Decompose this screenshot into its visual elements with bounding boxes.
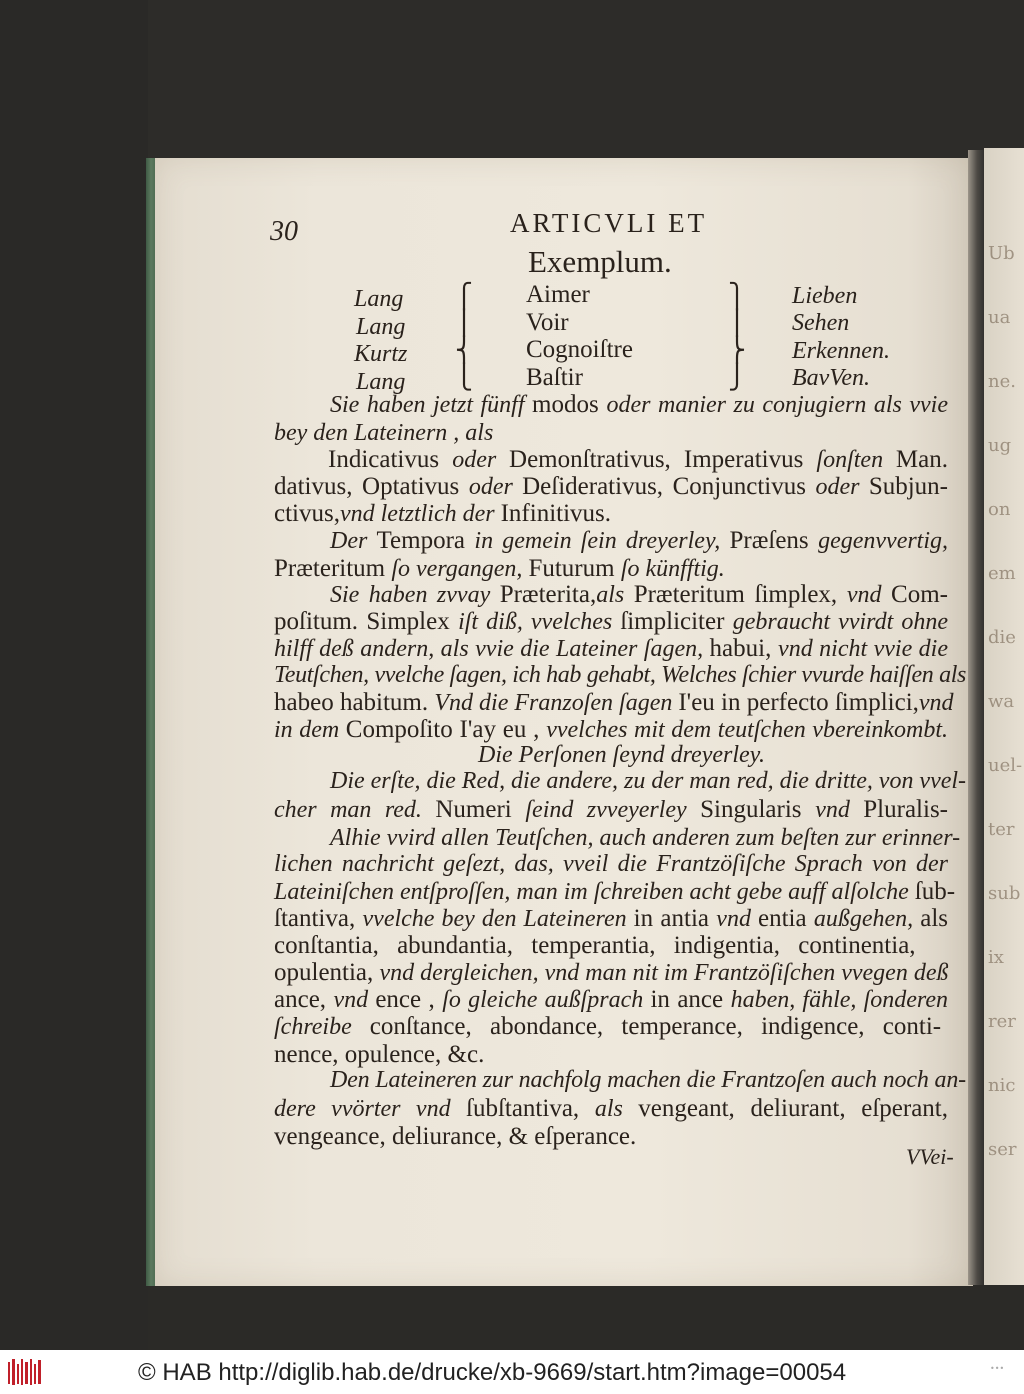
roman-segment: Compoſito I'ay eu , [345, 716, 547, 743]
italic-segment: haben, fähle, ſonderen [730, 987, 949, 1013]
roman-segment: Tempora [376, 527, 475, 554]
roman-segment: Præteritum [274, 555, 392, 582]
roman-segment: Præteritum ſimplex, [633, 581, 847, 608]
next-page-ghost-text: rer [988, 1011, 1016, 1032]
footer-dots-icon: ••• [990, 1364, 1005, 1373]
italic-segment: in gemein ſein dreyerley, [474, 528, 730, 554]
italic-segment: außgehen, [813, 906, 921, 932]
next-page-ghost-text: ug [988, 435, 1012, 456]
italic-segment: oder manier zu conjugiern als vvie [606, 392, 948, 418]
italic-segment: vvelches mit dem teutſchen vbereinkombt. [546, 717, 949, 743]
hab-barcode-logo [6, 1356, 46, 1388]
french-verb: Baſtir [526, 364, 583, 391]
italic-segment: vnd [846, 582, 892, 608]
next-page-ghost-text: em [988, 563, 1016, 584]
roman-segment: habeo habitum. [274, 689, 435, 716]
footer-copyright-url[interactable]: © HAB http://diglib.hab.de/drucke/xb-9669/start.htm?image=00054 [138, 1359, 847, 1386]
roman-segment: Præterita, [499, 581, 597, 608]
next-page-ghost-text: sub [988, 883, 1021, 904]
german-verb: Sehen [792, 310, 850, 336]
text-line [330, 826, 960, 850]
text-line [274, 852, 948, 876]
section-heading: Exemplum. [528, 244, 672, 279]
text-line [330, 582, 948, 607]
roman-segment: vengeance, deliurance, & eſperance. [274, 1123, 637, 1150]
roman-segment: dativus, Optativus [274, 473, 469, 500]
text-line [330, 392, 948, 417]
italic-segment: in dem [274, 717, 346, 743]
next-page-ghost-text: ne. [988, 371, 1016, 392]
italic-segment: lichen nachricht geſezt, das, vveil die Frantzöſiſche Sprach von der [274, 851, 948, 877]
text-line [328, 447, 948, 472]
next-page-ghost-text: wa [988, 691, 1015, 712]
italic-segment: Die erſte, die Red, die andere, zu der man red, die dritte, von vvel- [330, 768, 966, 794]
next-page-ghost-text: Ub [988, 243, 1015, 264]
text-line [274, 717, 948, 742]
dark-top-margin [148, 0, 1024, 160]
italic-segment: vnd [918, 690, 954, 716]
next-page-ghost-text: uel- [988, 755, 1023, 776]
roman-segment: ctivus, [274, 500, 340, 527]
italic-segment: vnd [815, 797, 864, 823]
french-verb: Voir [526, 309, 569, 336]
left-brace: ⎧ ⎪ ⎨ ⎩ [455, 282, 473, 391]
roman-segment: Pluralis- [863, 796, 948, 823]
italic-segment: als [596, 582, 634, 608]
roman-segment: I'eu in perfecto ſimplici, [678, 689, 919, 716]
next-page-fragment [984, 148, 1024, 1285]
italic-segment: vnd nicht vvie die [778, 636, 948, 662]
italic-segment: oder [468, 474, 523, 500]
text-line [274, 987, 948, 1012]
text-line [274, 960, 948, 985]
roman-segment: Com- [891, 581, 948, 608]
text-line [330, 528, 948, 553]
roman-segment: conſtantia, abundantia, temperantia, indigentia, continentia, [274, 932, 916, 959]
roman-segment: Man. [895, 446, 948, 473]
page-number: 30 [270, 216, 298, 247]
roman-segment: entia [758, 905, 814, 932]
italic-segment: dere vvörter vnd [274, 1096, 466, 1122]
next-page-ghost-text: ix [988, 947, 1004, 968]
length-label: Lang [354, 286, 404, 312]
text-line [330, 769, 966, 793]
roman-segment: Deſiderativus, Conjunctivus [522, 473, 816, 500]
text-line [274, 421, 493, 445]
roman-segment: Indicativus [328, 446, 453, 473]
running-head: ARTICVLI ET [510, 208, 708, 238]
italic-segment: Der [330, 528, 377, 554]
text-line [274, 1124, 636, 1149]
next-page-ghost-text: ter [988, 819, 1015, 840]
roman-segment: Subjun- [868, 473, 949, 500]
italic-segment: ſeind zvveyerley [525, 797, 701, 823]
german-verb: Lieben [792, 283, 858, 309]
italic-segment: hilff deß andern, als vvie die Lateiner ſagen, [274, 636, 710, 662]
roman-segment: ſub- [914, 878, 956, 905]
text-line [274, 933, 916, 958]
text-line [274, 797, 948, 822]
italic-segment: Lateiniſchen entſproſſen, man im ſchreiben acht gebe auff alſolche [274, 879, 915, 905]
roman-segment: ence , [375, 986, 443, 1013]
italic-segment: oder [815, 474, 869, 500]
roman-segment: vengeant, deliurant, eſperant, [638, 1095, 948, 1122]
text-line [274, 690, 954, 715]
italic-segment: Den Lateineren zur nachfolg machen die Frantzoſen auch noch an- [330, 1067, 966, 1093]
italic-segment: Sie haben zvvay [330, 582, 500, 608]
italic-segment: iſt diß, vvelches [458, 609, 621, 635]
french-verb: Cognoiſtre [526, 336, 633, 363]
text-line [274, 474, 948, 499]
text-line [274, 1014, 941, 1039]
dark-left-margin [0, 0, 148, 1350]
next-page-ghost-text: ser [988, 1139, 1017, 1160]
next-page-ghost-text: ua [988, 307, 1011, 328]
text-line [274, 1042, 484, 1067]
italic-segment: vnd [716, 906, 758, 932]
roman-segment: conſtance, abondance, temperance, indigence, conti- [369, 1013, 942, 1040]
italic-segment: vnd [333, 987, 376, 1013]
roman-segment: ance, [274, 986, 334, 1013]
italic-segment: vnd letztlich der [339, 501, 501, 527]
roman-segment: Demonſtrativus, Imperativus [509, 446, 817, 473]
text-line [274, 906, 948, 931]
roman-segment: Numeri [435, 796, 526, 823]
italic-segment: gebraucht vvirdt ohne [732, 609, 948, 635]
italic-segment: vnd dergleichen, vnd man nit im Frantzöſiſchen vvegen deß [379, 960, 949, 986]
roman-segment: Præſens [729, 527, 819, 554]
length-label: Kurtz [354, 341, 408, 367]
roman-segment: in ance [650, 986, 731, 1013]
german-verb: BavVen. [792, 365, 870, 391]
italic-segment: ſo gleiche außſprach [442, 987, 651, 1013]
text-line [274, 879, 955, 904]
roman-segment: in antia [633, 905, 717, 932]
italic-segment: ſo vergangen, [391, 556, 529, 582]
italic-segment: Sie haben jetzt fünff [330, 392, 533, 418]
text-line [274, 663, 966, 687]
roman-segment: Infinitivus. [500, 500, 612, 527]
next-page-ghost-text: nic [988, 1075, 1016, 1096]
italic-segment: oder [452, 447, 510, 473]
roman-segment: ſtantiva, [274, 905, 363, 932]
roman-segment: ſubſtantiva, [466, 1095, 595, 1122]
german-verb: Erkennen. [792, 338, 890, 364]
next-page-ghost-text: on [988, 499, 1011, 520]
catchword: VVei- [906, 1144, 954, 1169]
roman-segment: als [920, 905, 949, 932]
italic-segment: vvelche bey den Lateineren [362, 906, 634, 932]
text-line [478, 743, 765, 767]
roman-segment: modos [532, 391, 607, 418]
italic-segment: bey den Lateinern , als [274, 420, 494, 446]
italic-segment: ſchreibe [274, 1014, 370, 1040]
text-line [274, 1096, 948, 1121]
text-line [274, 609, 948, 634]
italic-segment: Alhie vvird allen Teutſchen, auch anderen zum beſten zur erinner- [330, 825, 961, 851]
italic-segment: Vnd die Franzoſen ſagen [434, 690, 679, 716]
italic-segment: gegenvvertig, [818, 528, 949, 554]
italic-segment: ſo künfftig. [620, 556, 725, 582]
length-label: Lang [356, 314, 406, 340]
roman-segment: nence, opulence, &c. [274, 1041, 485, 1068]
roman-segment: habui, [709, 635, 779, 662]
roman-segment: poſitum. Simplex [274, 608, 459, 635]
length-label: Lang [356, 369, 406, 395]
text-line [274, 636, 948, 661]
roman-segment: opulentia, [274, 959, 380, 986]
roman-segment: Singularis [700, 796, 816, 823]
text-line [330, 1068, 966, 1092]
text-line [274, 501, 611, 526]
french-verb: Aimer [526, 281, 590, 308]
italic-segment: cher man red. [274, 797, 436, 823]
roman-segment: Futurum [528, 555, 621, 582]
right-brace: ⎫ ⎪ ⎬ ⎭ [728, 282, 746, 391]
italic-segment: Die Perſonen ſeynd dreyerley. [478, 742, 765, 768]
text-line [274, 556, 725, 581]
italic-segment: ſonſten [816, 447, 896, 473]
italic-segment: als [594, 1096, 639, 1122]
next-page-ghost-text: die [988, 627, 1016, 648]
roman-segment: ſimpliciter [620, 608, 733, 635]
dark-bottom-margin [148, 1285, 1024, 1350]
italic-segment: Teutſchen, vvelche ſagen, ich hab gehabt, Welches ſchier vvurde haiſſen als [274, 662, 966, 688]
